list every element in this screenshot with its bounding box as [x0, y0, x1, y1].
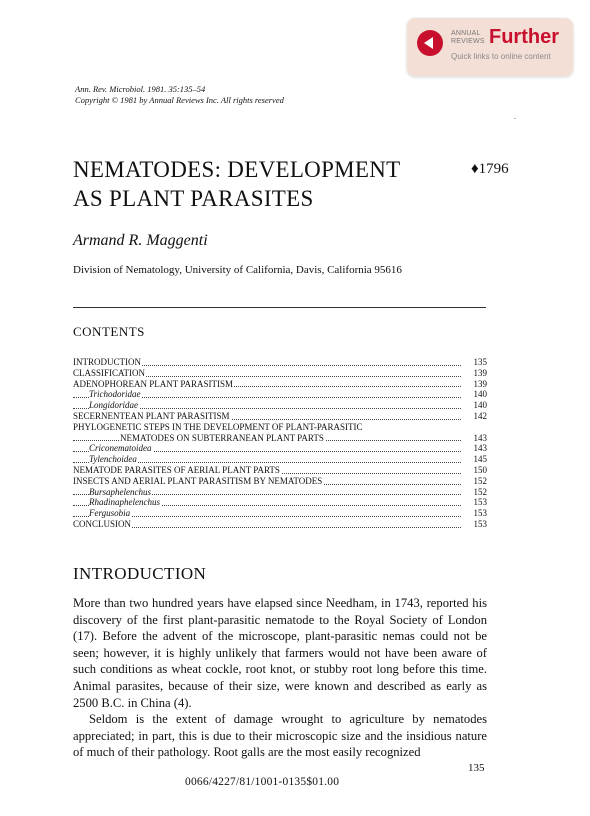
toc-label: SECERNENTEAN PLANT PARASITISM [73, 410, 230, 421]
toc-page: 142 [473, 410, 487, 421]
toc-label: INTRODUCTION [73, 357, 141, 367]
toc-label: PHYLOGENETIC STEPS IN THE DEVELOPMENT OF PLANT-PARASITIC [73, 421, 363, 432]
reviews-text: REVIEWS [451, 38, 485, 45]
toc-label: NEMATODES ON SUBTERRANEAN PLANT PARTS [120, 432, 324, 443]
toc-page: 153 [473, 518, 487, 529]
toc-page: 139 [473, 367, 487, 378]
toc-label: ADENOPHOREAN PLANT PARASITISM [73, 378, 234, 389]
article-id: ♦1796 [471, 161, 509, 177]
toc-page: 143 [473, 443, 487, 454]
toc-entry[interactable] [73, 389, 487, 400]
toc-entry[interactable] [73, 476, 487, 487]
toc-entry[interactable] [73, 454, 487, 465]
toc-entry[interactable] [73, 368, 487, 379]
speck-mark: . [514, 112, 516, 121]
article-code: 0066/4227/81/1001-0135$01.00 [185, 776, 340, 788]
author-name: Armand R. Maggenti [73, 232, 208, 249]
toc-entry[interactable] [73, 497, 487, 508]
section-divider [73, 307, 486, 308]
copyright-line: Copyright © 1981 by Annual Reviews Inc. All rights reserved [75, 95, 284, 105]
annual-reviews-logo-icon [417, 30, 443, 56]
contents-heading: CONTENTS [73, 324, 145, 339]
toc-page: 152 [473, 486, 487, 497]
toc-label: Rhadinaphelenchus [89, 497, 160, 508]
title-line-2: AS PLANT PARASITES [73, 186, 314, 211]
toc-entry[interactable] [73, 433, 487, 444]
further-tagline: Quick links to online content [451, 52, 551, 61]
toc-page: 139 [473, 378, 487, 389]
toc-page: 153 [473, 508, 487, 519]
toc-label: INSECTS AND AERIAL PLANT PARASITISM BY NEMATODES [73, 475, 323, 486]
toc-page: 140 [473, 389, 487, 400]
citation-line: Ann. Rev. Microbiol. 1981. 35:135–54 [75, 84, 206, 94]
toc-entry[interactable] [73, 422, 487, 433]
annual-reviews-label [451, 30, 491, 46]
toc-label: Fergusobia [89, 508, 131, 519]
toc-entry[interactable] [73, 400, 487, 411]
toc-label: NEMATODE PARASITES OF AERIAL PLANT PARTS [73, 464, 280, 475]
annual-text: ANNUAL [451, 30, 481, 37]
toc-page: 143 [473, 432, 487, 443]
toc-label: Trichodoridae [89, 389, 141, 400]
toc-page: 140 [473, 400, 487, 411]
toc-label: CLASSIFICATION [73, 367, 146, 378]
toc-label: Bursaphelenchus [89, 486, 151, 497]
article-title [73, 155, 401, 213]
toc-page: 152 [473, 475, 487, 486]
title-line-1: NEMATODES: DEVELOPMENT [73, 157, 401, 182]
author-affiliation: Division of Nematology, University of California, Davis, California 95616 [73, 264, 402, 276]
toc-label: Criconematoidea [89, 443, 152, 454]
further-text: Further [489, 26, 559, 48]
introduction-heading: INTRODUCTION [73, 564, 207, 583]
toc-label: CONCLUSION [73, 518, 132, 529]
paragraph: Seldom is the extent of damage wrought to agriculture by nematodes appreciated; in part, this is due to their microscopic size and the insidious nature of much of their pathology. Root galls are the most easily recognized [73, 712, 487, 760]
toc-page: 135 [473, 357, 487, 367]
toc-entry[interactable] [73, 379, 487, 390]
paragraph: More than two hundred years have elapsed since Needham, in 1743, reported his discovery of the first plant-parasitic nematode to the Royal Society of London (17). Before the advent of the microscope, plant-parasitic nemas could not be seen; however, it is highly unlikely that farmers would not have been aware of such conditions as wheat cockle, root knot, or stubby root long before this time. Animal parasites, because of their size, were known and described as early as 2500 B.C. in China (4). [73, 596, 487, 710]
toc-label: Longidoridae [89, 400, 139, 411]
toc-entry[interactable] [73, 411, 487, 422]
toc-entry[interactable] [73, 443, 487, 454]
table-of-contents [73, 357, 487, 530]
toc-entry[interactable] [73, 465, 487, 476]
introduction-body [73, 595, 487, 761]
toc-entry[interactable] [73, 487, 487, 498]
toc-entry[interactable] [73, 357, 487, 368]
toc-entry[interactable] [73, 519, 487, 530]
toc-page: 150 [473, 464, 487, 475]
toc-page: 153 [473, 497, 487, 508]
toc-label: Tylenchoidea [89, 454, 137, 465]
toc-page: 145 [473, 454, 487, 465]
toc-entry[interactable] [73, 508, 487, 519]
page-number: 135 [468, 762, 485, 774]
journal-citation [75, 84, 284, 106]
annual-reviews-further-badge[interactable] [407, 18, 573, 76]
